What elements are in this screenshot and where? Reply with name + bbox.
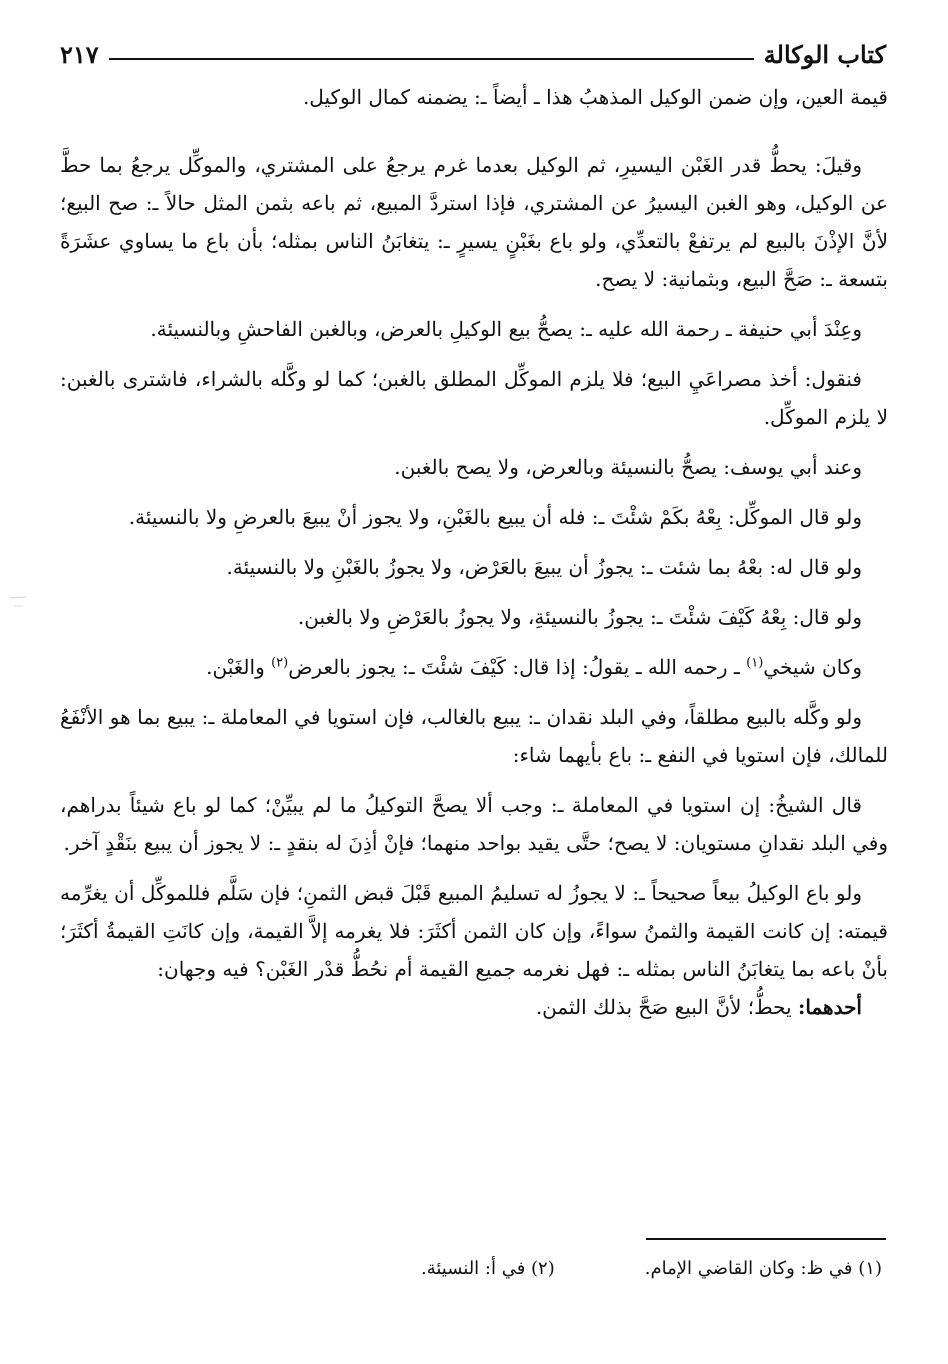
page-number: ٢١٧ (60, 39, 99, 69)
paragraph-3: وعِنْدَ أبي حنيفة ـ رحمة الله عليه ـ: يصحُّ بيع الوكيلِ بالعرض، وبالغبن الفاحشِ وبالنسيئة. (150, 317, 862, 341)
paragraph-1: قيمة العين، وإن ضمن الوكيل المذهبُ هذا ـ أيضاً ـ: يضمنه كمال الوكيل. (302, 85, 888, 109)
paragraph-9-part-b: ـ رحمه الله ـ يقولُ: إذا قال: كَيْفَ شئْتَ ـ: يجوز بالعرض (288, 655, 747, 679)
paragraph-5: وعند أبي يوسف: يصحُّ بالنسيئة وبالعرض، ولا يصح بالغبن. (394, 455, 862, 479)
paragraph-2: وقيلَ: يحطُّ قدر الغَبْن اليسيرِ، ثم الوكيل بعدما غرم يرجعُ على المشتري، والموكِّل يرجعُ بما حطَّ عن الوكيل، وهو الغبن اليسيرُ عن المشتري، فإذا استردَّ المبيع، ثم باعه بثمن المثل حالاً ـ: صح البيع؛ لأنَّ الإذْنَ بالبيع لم يرتفعْ بالتعدِّي، ولو باع بغَبْنٍ يسيرٍ ـ: يتغابَنُ الناس بمثله؛ بأن باع ما يساوي عشَرَةً بتسعة ـ: صَحَّ البيع، وبثمانية: لا يصح. (60, 153, 888, 291)
footnote-1: (١) في ظ: وكان القاضي الإمام. (644, 1258, 882, 1279)
paragraph-13-lead: أحدهما: (797, 995, 862, 1019)
paragraph-9-part-c: والغَبْن. (206, 655, 272, 679)
main-text (60, 78, 888, 1026)
header-rule (109, 58, 754, 60)
paragraph-9 (60, 648, 888, 686)
footnote-ref-1: (١) (746, 655, 764, 671)
chapter-title: كتاب الوكالة (763, 39, 886, 69)
paragraph-12: ولو باع الوكيلُ بيعاً صحيحاً ـ: لا يجوزُ له تسليمُ المبيع قَبْلَ قبض الثمنِ؛ فإن سَلَّم فللموكِّل أن يغرِّمه قيمته: إن كانت القيمة والثمنُ سواءً، وإن كان الثمن أكثَرَ: فلا يغرمه إلاَّ القيمة، وإن كانَتِ القيمةُ أكثَرَ؛ بأنْ باعه بما يتغابَنُ الناس بمثله ـ: فهل نغرمه جميع القيمة أم نحُطُّ قدْر الغَبْن؟ فيه وجهان: (60, 881, 888, 981)
footnote-ref-2: (٢) (271, 655, 289, 671)
paragraph-6: ولو قال الموكِّل: بِعْهُ بكَمْ شئْتَ ـ: فله أن يبيع بالغَبْنِ، ولا يجوز أنْ يبيعَ بالعرضِ ولا بالنسيئة. (128, 505, 862, 529)
margin-scan-mark (8, 592, 48, 612)
paragraph-10: ولو وكَّله بالبيع مطلقاً، وفي البلد نقدان ـ: يبيع بالغالب، فإن استويا في المعاملة ـ: يبيع بما هو الأنْفَعُ للمالك، فإن استويا في النفع ـ: باع بأيهما شاء: (60, 705, 888, 767)
footnote-rule (646, 1238, 886, 1240)
paragraph-7: ولو قال له: بعْهُ بما شئت ـ: يجوزُ أن يبيعَ بالعَرْض، ولا يجوزُ بالغَبْنِ ولا بالنسيئة. (226, 555, 862, 579)
footnote-2: (٢) في أ: النسيئة. (420, 1258, 555, 1279)
footnotes (60, 1254, 882, 1284)
paragraph-9-part-a: وكان شيخي (763, 655, 862, 679)
paragraph-4: فنقول: أخذ مصراعَيِ البيع؛ فلا يلزم الموكِّل المطلق بالغبن؛ كما لو وكَّله بالشراء، فاشترى بالغبن: لا يلزم الموكِّل. (60, 367, 888, 429)
paragraph-13 (60, 988, 888, 1026)
paragraph-8: ولو قال: بِعْهُ كَيْفَ شئْتَ ـ: يجوزُ بالنسيئةِ، ولا يجوزُ بالعَرْضِ ولا بالغبن. (297, 605, 862, 629)
paragraph-13-rest: يحطُّ؛ لأنَّ البيع صَحَّ بذلك الثمن. (535, 995, 798, 1019)
paragraph-11: قال الشيخُ: إن استويا في المعاملة ـ: وجب ألا يصحَّ التوكيلُ ما لم يبيِّنْ؛ كما لو باع شيئاً بدراهم، وفي البلد نقدانِ مستويان: لا يصح؛ حتَّى يقيد بواحد منهما؛ فإنْ أذِنَ له بنقدٍ ـ: لا يجوز أن يبيع بنَقْدٍ آخر. (60, 793, 888, 855)
running-header (60, 34, 886, 74)
